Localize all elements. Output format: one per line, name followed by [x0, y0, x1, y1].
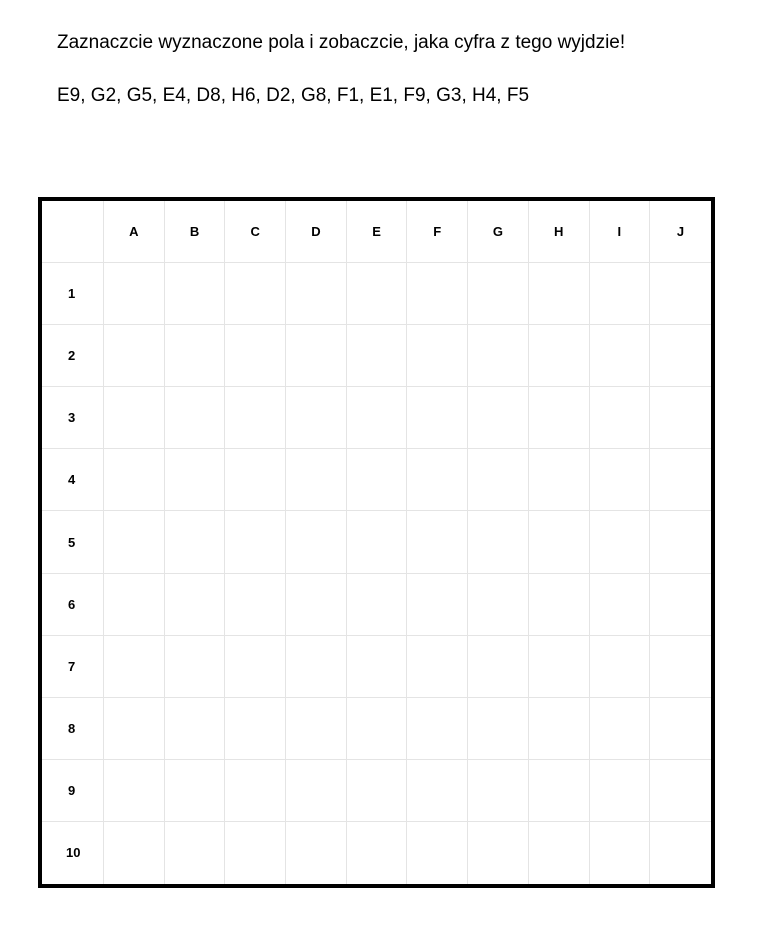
- grid-cell[interactable]: [468, 387, 529, 449]
- grid-cell[interactable]: [407, 449, 468, 511]
- grid-cell[interactable]: [286, 698, 347, 760]
- grid-cell[interactable]: [407, 636, 468, 698]
- grid-cell[interactable]: [165, 263, 226, 325]
- grid-cell[interactable]: [529, 698, 590, 760]
- grid-cell[interactable]: [286, 449, 347, 511]
- grid-cell[interactable]: [225, 636, 286, 698]
- grid-cell[interactable]: [468, 636, 529, 698]
- grid-cell[interactable]: [104, 511, 165, 573]
- instruction-text: Zaznaczcie wyznaczone pola i zobaczcie, jaka cyfra z tego wyjdzie!: [57, 32, 626, 53]
- column-header: A: [104, 201, 165, 263]
- grid-cell[interactable]: [650, 574, 711, 636]
- grid-cell[interactable]: [468, 511, 529, 573]
- grid-cell[interactable]: [529, 822, 590, 884]
- column-header: C: [225, 201, 286, 263]
- grid-cell[interactable]: [165, 822, 226, 884]
- grid-cell[interactable]: [104, 760, 165, 822]
- grid-cell[interactable]: [225, 449, 286, 511]
- grid-cell[interactable]: [590, 263, 651, 325]
- column-header: E: [347, 201, 408, 263]
- grid-cell[interactable]: [165, 760, 226, 822]
- grid-cell[interactable]: [650, 263, 711, 325]
- grid-cell[interactable]: [286, 636, 347, 698]
- grid-cell[interactable]: [104, 325, 165, 387]
- grid-cell[interactable]: [529, 325, 590, 387]
- row-header: 5: [42, 511, 104, 573]
- grid-cell[interactable]: [347, 574, 408, 636]
- grid-cell[interactable]: [165, 511, 226, 573]
- grid-cell[interactable]: [529, 263, 590, 325]
- grid-cell[interactable]: [225, 760, 286, 822]
- grid-cell[interactable]: [529, 387, 590, 449]
- grid-cell[interactable]: [407, 511, 468, 573]
- grid-cell[interactable]: [529, 636, 590, 698]
- grid-cell[interactable]: [347, 387, 408, 449]
- grid-cell[interactable]: [347, 325, 408, 387]
- grid-cell[interactable]: [650, 511, 711, 573]
- grid-cell[interactable]: [286, 263, 347, 325]
- grid-cell[interactable]: [529, 449, 590, 511]
- row-header: 1: [42, 263, 104, 325]
- grid-cell[interactable]: [347, 636, 408, 698]
- grid-cell[interactable]: [286, 387, 347, 449]
- grid-cell[interactable]: [590, 449, 651, 511]
- grid-cell[interactable]: [286, 760, 347, 822]
- grid-cell[interactable]: [104, 636, 165, 698]
- grid-cell[interactable]: [286, 822, 347, 884]
- grid-cell[interactable]: [165, 698, 226, 760]
- grid-cell[interactable]: [104, 449, 165, 511]
- grid-cell[interactable]: [347, 698, 408, 760]
- grid-cell[interactable]: [529, 574, 590, 636]
- grid-cell[interactable]: [407, 263, 468, 325]
- row-header: 2: [42, 325, 104, 387]
- grid-cell[interactable]: [650, 449, 711, 511]
- grid-cell[interactable]: [225, 822, 286, 884]
- grid-cell[interactable]: [407, 325, 468, 387]
- fields-list: E9, G2, G5, E4, D8, H6, D2, G8, F1, E1, F9, G3, H4, F5: [57, 85, 530, 106]
- grid-cell[interactable]: [407, 574, 468, 636]
- grid-cell[interactable]: [225, 698, 286, 760]
- grid-cell[interactable]: [165, 387, 226, 449]
- grid-cell[interactable]: [104, 574, 165, 636]
- column-header: H: [529, 201, 590, 263]
- grid-cell[interactable]: [590, 698, 651, 760]
- grid-cell[interactable]: [407, 387, 468, 449]
- grid-cell[interactable]: [650, 822, 711, 884]
- grid-cell[interactable]: [347, 263, 408, 325]
- grid-cell[interactable]: [407, 698, 468, 760]
- grid-cell[interactable]: [468, 574, 529, 636]
- row-header: 8: [42, 698, 104, 760]
- grid-cell[interactable]: [529, 760, 590, 822]
- column-header: J: [650, 201, 711, 263]
- row-header: 7: [42, 636, 104, 698]
- grid-cell[interactable]: [286, 511, 347, 573]
- grid-cell[interactable]: [165, 636, 226, 698]
- grid-cell[interactable]: [529, 511, 590, 573]
- grid-cell[interactable]: [347, 760, 408, 822]
- grid-cell[interactable]: [650, 325, 711, 387]
- grid-cell[interactable]: [347, 449, 408, 511]
- grid-cell[interactable]: [104, 263, 165, 325]
- grid-cell[interactable]: [104, 387, 165, 449]
- grid-cell[interactable]: [225, 263, 286, 325]
- grid-cell[interactable]: [590, 387, 651, 449]
- grid-cell[interactable]: [590, 636, 651, 698]
- column-header: F: [407, 201, 468, 263]
- grid-corner: [42, 201, 104, 263]
- grid-cell[interactable]: [225, 387, 286, 449]
- grid-cell[interactable]: [590, 511, 651, 573]
- grid-cell[interactable]: [468, 449, 529, 511]
- grid-cell[interactable]: [407, 760, 468, 822]
- row-header: 10: [42, 822, 104, 884]
- grid-cell[interactable]: [286, 574, 347, 636]
- grid-cell[interactable]: [590, 760, 651, 822]
- grid-cell[interactable]: [468, 760, 529, 822]
- grid-cell[interactable]: [104, 822, 165, 884]
- column-header: G: [468, 201, 529, 263]
- grid-cell[interactable]: [347, 511, 408, 573]
- grid-cell[interactable]: [286, 325, 347, 387]
- grid-cell[interactable]: [407, 822, 468, 884]
- grid-cell[interactable]: [165, 325, 226, 387]
- column-header: B: [165, 201, 226, 263]
- column-header: I: [590, 201, 651, 263]
- grid-cell[interactable]: [650, 387, 711, 449]
- grid-cell[interactable]: [468, 325, 529, 387]
- grid-cell[interactable]: [225, 511, 286, 573]
- grid-cell[interactable]: [225, 574, 286, 636]
- row-header: 9: [42, 760, 104, 822]
- grid-cell[interactable]: [650, 760, 711, 822]
- row-header: 3: [42, 387, 104, 449]
- grid-cell[interactable]: [468, 698, 529, 760]
- puzzle-grid: [38, 197, 715, 888]
- grid-cell[interactable]: [347, 822, 408, 884]
- grid-cell[interactable]: [590, 574, 651, 636]
- grid-cell[interactable]: [590, 822, 651, 884]
- grid-cell[interactable]: [468, 822, 529, 884]
- column-header: D: [286, 201, 347, 263]
- grid-cell[interactable]: [650, 636, 711, 698]
- grid-cell[interactable]: [225, 325, 286, 387]
- grid-cell[interactable]: [650, 698, 711, 760]
- grid-cell[interactable]: [165, 449, 226, 511]
- row-header: 6: [42, 574, 104, 636]
- grid-cell[interactable]: [590, 325, 651, 387]
- grid-cell[interactable]: [468, 263, 529, 325]
- row-header: 4: [42, 449, 104, 511]
- grid-cell[interactable]: [104, 698, 165, 760]
- grid-cell[interactable]: [165, 574, 226, 636]
